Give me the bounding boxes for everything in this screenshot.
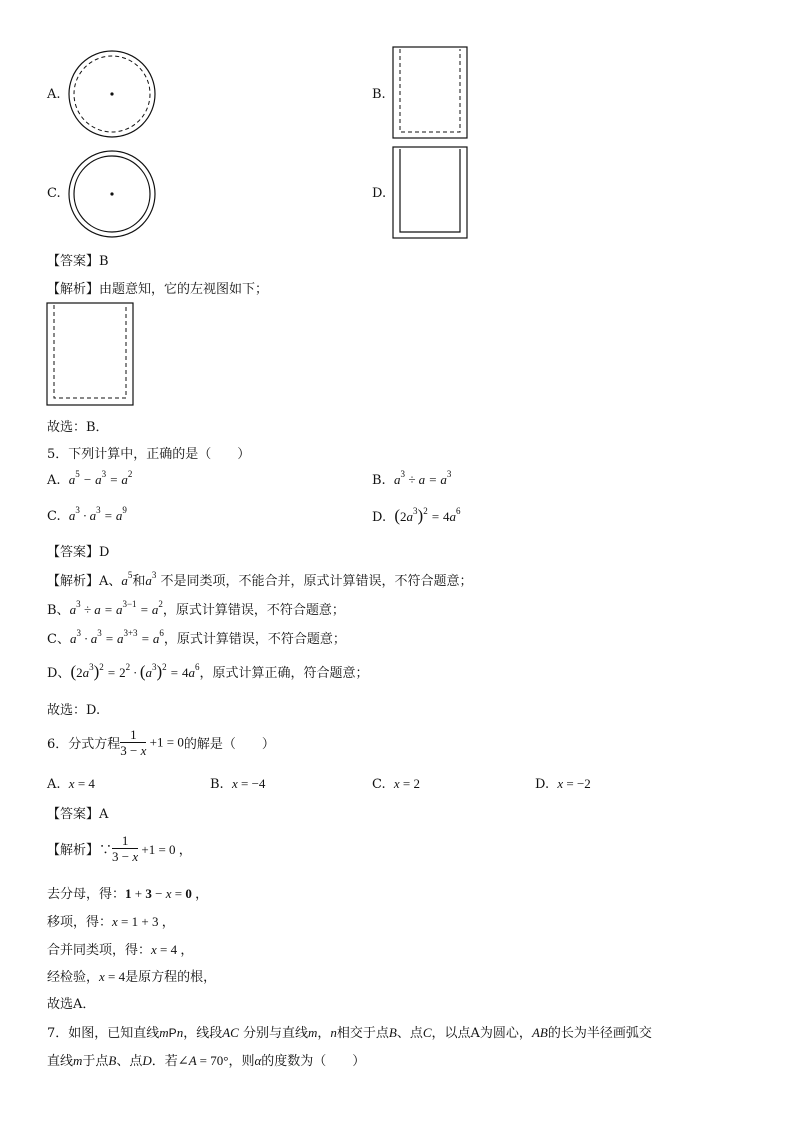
q5-analysis-d: D、$(2a^3)^2 = 2^2 \cdot (a^3)^2 = 4a^6$，原式计算正确，符合题意； bbox=[47, 662, 369, 681]
q5-option-a-expr: $a^5 - a^3 = a^2$ bbox=[68, 469, 133, 487]
q7-line1-g: 的长为半径画弧交 bbox=[547, 1026, 652, 1041]
q5-line-b-tail: ，原式计算错误，不符合题意； bbox=[162, 603, 345, 618]
q6-stem-prefix: 6．分式方程 bbox=[47, 737, 121, 752]
q6-step3-label: 合并同类项，得： bbox=[47, 943, 152, 958]
q5-stem: 5．下列计算中，正确的是（ ） bbox=[47, 447, 251, 462]
option-a-figure bbox=[66, 48, 158, 140]
q5-answer: 【答案】D bbox=[47, 545, 110, 560]
q5-line-c-tail: ，原式计算错误，不符合题意； bbox=[163, 632, 346, 647]
q5-option-c-expr: $a^3 \cdot a^3 = a^9$ bbox=[68, 505, 127, 523]
option-c-figure bbox=[66, 148, 158, 240]
q7-line2-c: 、点 bbox=[116, 1054, 143, 1069]
q7-line1-a: 7．如图，已知直线 bbox=[47, 1026, 160, 1041]
q6-analysis-fraction: $\frac{1}{3 - x}$ bbox=[112, 833, 139, 864]
q6-option-b-label: B. bbox=[210, 777, 224, 792]
q5-line-d-tail: ，原式计算正确，符合题意； bbox=[199, 666, 369, 681]
q6-step4-tail: 是原方程的根， bbox=[125, 970, 217, 985]
q6-step3: 合并同类项，得：x = 4 ， bbox=[47, 942, 194, 958]
q6-analysis-head: 【解析】∵ bbox=[47, 843, 113, 858]
q5-analysis-a-mid: 和 bbox=[132, 574, 146, 589]
q6-conclusion: 故选A． bbox=[47, 997, 96, 1012]
q5-option-b-label: B. bbox=[372, 473, 386, 488]
q6-analysis: 【解析】∵ $\frac{1}{3 - x}$ +1 = 0 ， bbox=[47, 833, 192, 864]
q4-analysis: 【解析】由题意知，它的左视图如下； bbox=[47, 282, 269, 297]
q5-option-a bbox=[47, 469, 133, 488]
q6-fraction: $\frac{1}{3 - x}$ bbox=[120, 727, 147, 758]
q4-conclusion: 故选：B． bbox=[47, 420, 109, 435]
q6-step4-label: 经检验， bbox=[47, 970, 100, 985]
q6-option-c-label: C. bbox=[372, 777, 386, 792]
q5-analysis-b: B、$a^3 \div a = a^{3-1} = a^2$，原式计算错误，不符合题意； bbox=[47, 599, 345, 618]
q5-option-d bbox=[372, 506, 460, 526]
q6-step1: 去分母，得：1 + 3 − x = 0 ， bbox=[47, 886, 209, 902]
q6-option-d: D. x = −2 bbox=[535, 776, 591, 792]
q7-line1-e: 、点 bbox=[396, 1026, 423, 1041]
q7-line2-e: ，则 bbox=[228, 1054, 255, 1069]
option-b-figure bbox=[392, 46, 470, 142]
option-d-label: D. bbox=[372, 186, 387, 201]
q5-option-d-label: D. bbox=[372, 510, 387, 525]
q5-line-d-label: D、 bbox=[47, 666, 71, 681]
option-d-figure bbox=[392, 146, 470, 242]
q5-line-c-label: C、 bbox=[47, 632, 70, 647]
q5-analysis-a-tail: 不是同类项，不能合并，原式计算错误，不符合题意； bbox=[160, 574, 473, 589]
q5-option-c-label: C. bbox=[47, 509, 61, 524]
q7-line1-f: ，以点A为圆心， bbox=[431, 1026, 532, 1041]
q5-option-c bbox=[47, 505, 127, 524]
q6-answer: 【答案】A bbox=[47, 807, 109, 822]
q5-analysis-c: C、$a^3 \cdot a^3 = a^{3+3} = a^6$，原式计算错误，不符合题意； bbox=[47, 628, 346, 647]
q7-line2-b: 于点 bbox=[82, 1054, 109, 1069]
q7-line2-a: 直线 bbox=[47, 1054, 74, 1069]
q6-option-b: B. x = −4 bbox=[210, 776, 266, 792]
q7-line1: 7．如图，已知直线mPn，线段AC 分别与直线m，n相交于点B、点C，以点A为圆心，AB的长为半径画弧交 bbox=[47, 1025, 652, 1041]
q5-analysis-a: 【解析】A、$a^5$和$a^3$ 不是同类项，不能合并，原式计算错误，不符合题意； bbox=[47, 570, 473, 589]
q5-option-d-expr: $(2a^3)^2 = 4a^6$ bbox=[394, 506, 461, 525]
option-b-label: B. bbox=[372, 87, 386, 102]
q7-line1-d: 相交于点 bbox=[336, 1026, 389, 1041]
left-view-figure bbox=[46, 302, 136, 408]
option-a-label: A. bbox=[47, 87, 61, 102]
q7-line1-c: 分别与直线 bbox=[242, 1026, 308, 1041]
q6-option-a-label: A. bbox=[47, 777, 61, 792]
q6-option-d-label: D. bbox=[535, 777, 550, 792]
q6-step1-label: 去分母，得： bbox=[47, 887, 126, 902]
q4-answer: 【答案】B bbox=[47, 254, 109, 269]
q6-stem: 6．分式方程 $\frac{1}{3 - x}$ +1 = 0的解是（ ） bbox=[47, 727, 275, 758]
q5-option-b-expr: $a^3 \div a = a^3$ bbox=[393, 469, 452, 487]
q5-option-a-label: A. bbox=[47, 473, 61, 488]
q6-option-c: C. x = 2 bbox=[372, 776, 421, 792]
q5-line-b-label: B、 bbox=[47, 603, 70, 618]
q6-step4: 经检验，x = 4是原方程的根， bbox=[47, 969, 217, 985]
q7-line2-f: 的度数为（ ） bbox=[261, 1054, 366, 1069]
option-c-label: C. bbox=[47, 186, 61, 201]
q7-line2: 直线m于点B、点D．若∠A = 70°，则α的度数为（ ） bbox=[47, 1053, 366, 1069]
q6-stem-suffix: 的解是（ ） bbox=[183, 737, 275, 752]
q6-step2: 移项，得：x = 1 + 3 ， bbox=[47, 914, 175, 930]
q5-conclusion: 故选：D. bbox=[47, 703, 101, 718]
q5-option-b bbox=[372, 469, 452, 488]
q6-option-a: A. x = 4 bbox=[47, 776, 95, 792]
q7-line2-d: ．若 bbox=[151, 1054, 178, 1069]
q5-analysis-head: 【解析】A、 bbox=[47, 574, 122, 589]
q6-step2-label: 移项，得： bbox=[47, 915, 113, 930]
q7-line1-b: ，线段 bbox=[183, 1026, 223, 1041]
